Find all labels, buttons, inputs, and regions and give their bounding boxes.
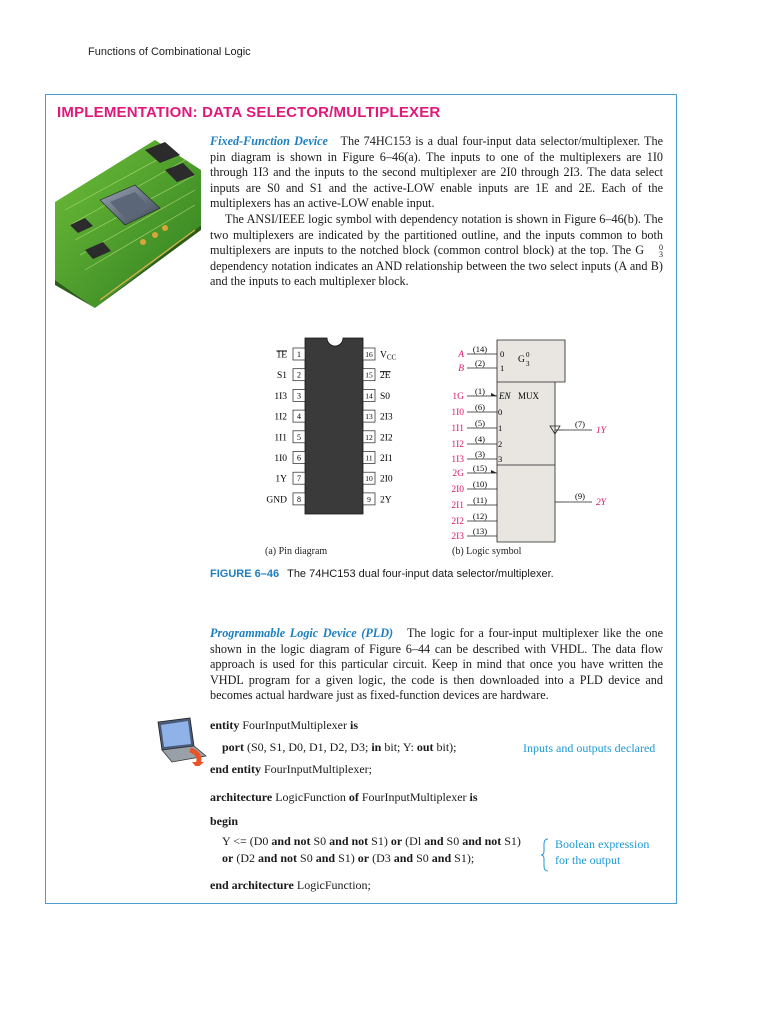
pin-number: (10) [472, 479, 488, 489]
control-label: 0 [500, 349, 505, 359]
code-line-6: Y <= (D0 and not S0 and not S1) or (Dl and S0 and not S1) [222, 834, 521, 848]
mux-data-label: 3 [498, 454, 503, 464]
io-note: Inputs and outputs declared [523, 741, 656, 755]
control-label: 1 [500, 363, 505, 373]
select-input-label: B [458, 364, 464, 374]
mux2-input-label: 2I0 [451, 485, 464, 495]
pin-label: 1E [276, 350, 287, 361]
pin-label: 1I0 [274, 454, 287, 464]
code-line-5: begin [210, 814, 239, 828]
g-sub: 3 [526, 360, 530, 368]
pin-number: (7) [575, 419, 585, 429]
circuit-board-photo [55, 130, 201, 308]
pin-number: 6 [297, 453, 301, 463]
mux-data-label: 0 [498, 407, 503, 417]
pld-text: The logic for a four-input multiplexer like the one shown in the logic diagram of Figure 6–44 can be described with VHDL. The data flow approach is used for this particular circuit. Keep in mind that once you have written the VHDL program for a given logic, the code is then downloaded into a PLD device and becomes actual hardware just as fixed-function devices are hardware. [210, 626, 664, 703]
pin-number: 11 [365, 453, 373, 463]
pin-label: 2I2 [380, 433, 393, 444]
logic-symbol [440, 334, 630, 546]
ansi-paragraph [210, 212, 663, 290]
pin-label: 1Y [275, 474, 287, 485]
bool-note-line-1: Boolean expression [555, 837, 650, 851]
mux1-input-label: 1G [452, 392, 464, 402]
pin-diagram [255, 334, 415, 524]
brace-icon [540, 838, 552, 872]
mux1-input-label: 1I0 [451, 408, 464, 418]
pin-number: (1) [475, 386, 485, 396]
pin-number: (6) [475, 402, 485, 412]
pin-number: (3) [475, 449, 485, 459]
pin-number: 15 [365, 370, 373, 380]
box-title: IMPLEMENTATION: DATA SELECTOR/MULTIPLEXER [57, 104, 441, 121]
pin-number: (15) [472, 463, 488, 473]
code-line-1: entity FourInputMultiplexer is [210, 718, 358, 732]
code-line-4: architecture LogicFunction of FourInputMultiplexer is [210, 790, 478, 804]
figure-caption [210, 568, 554, 580]
mux2-input-label: 2G [452, 469, 464, 479]
pin-label: 2Y [380, 495, 392, 506]
pld-paragraph [210, 626, 663, 704]
pin-label: $V_{CC}$ [380, 350, 397, 362]
ansi-text-b: dependency notation indicates an AND relationship between the two select inputs (A and B) and the inputs to each multiplexer block. [210, 258, 663, 289]
running-head: Functions of Combinational Logic [88, 46, 251, 58]
mux2-output-label: 2Y [596, 498, 607, 508]
mux1-output-label: 1Y [596, 426, 607, 436]
symbol-outline [497, 340, 565, 542]
pin-label: 2I1 [380, 454, 393, 464]
pin-number: 4 [297, 412, 301, 422]
fixed-function-text: The 74HC153 is a dual four-input data selector/multiplexer. The pin diagram is shown in Figure 6–46(a). The inputs to one of the multiplexers are 1I0 through 1I3 and the inputs to the second multiplexer are 2I0 through 2I3. The data select inputs are S0 and S1 and the active-LOW enable inputs are 1E and 2E. Each of the multiplexers has an active-LOW enable input. [210, 134, 664, 211]
g-dependency-label: G [518, 355, 525, 365]
pin-number: (4) [475, 434, 485, 444]
pin-number: 3 [297, 391, 301, 401]
laptop-download-icon [150, 716, 210, 766]
logic-symbol-caption: (b) Logic symbol [452, 546, 522, 557]
fixed-function-paragraph [210, 134, 663, 212]
mux2-input-label: 2I3 [451, 532, 464, 542]
pin-number: 13 [365, 412, 373, 422]
pin-number: (5) [475, 418, 485, 428]
pin-number: 5 [297, 432, 301, 442]
pin-number: 8 [297, 494, 301, 504]
ic-body [305, 338, 363, 514]
code-line-7: or (D2 and not S0 and S1) or (D3 and S0 and S1); [222, 851, 475, 865]
mux-data-label: 2 [498, 439, 503, 449]
code-line-3: end entity FourInputMultiplexer; [210, 762, 372, 776]
pin-label: 2I3 [380, 412, 393, 423]
pin-number: 10 [365, 474, 373, 484]
code-line-2: port (S0, S1, D0, D1, D2, D3; in bit; Y: out bit); [222, 740, 457, 754]
pin-label: 1I1 [274, 433, 287, 444]
pin-number: 7 [297, 474, 301, 484]
pin-label: S0 [380, 391, 391, 402]
pin-label: 2E [380, 371, 391, 382]
pin-number: (2) [475, 358, 485, 368]
pin-number: 16 [365, 350, 373, 359]
pin-label: 1I2 [274, 412, 287, 423]
mux-label: MUX [518, 391, 540, 401]
pin-number: 1 [297, 350, 301, 359]
figure-caption-text: The 74HC153 dual four-input data selector/multiplexer. [287, 568, 554, 580]
mux2-input-label: 2I1 [451, 501, 464, 511]
pin-number: (14) [472, 344, 488, 354]
runin-pld: Programmable Logic Device (PLD) [210, 626, 394, 640]
pin-number: 14 [365, 391, 373, 401]
bool-note-line-2: for the output [555, 853, 621, 867]
figure-label: FIGURE 6–46 [210, 568, 280, 580]
pin-diagram-caption: (a) Pin diagram [265, 546, 328, 557]
pin-number: (12) [472, 511, 488, 521]
g-sup: 0 [526, 351, 530, 359]
pin-number: 2 [297, 370, 301, 380]
select-input-label: A [458, 350, 464, 360]
pin-label: 1I3 [274, 391, 287, 402]
mux1-input-label: 1I2 [451, 440, 464, 450]
pin-number: (13) [472, 526, 488, 536]
ansi-text-a: The ANSI/IEEE logic symbol with dependency notation is shown in Figure 6–46(b). The two multiplexers are indicated by the partitioned outline, and the inputs common to both multiplexers are inputs to the notched block (common control block) at the top. The [210, 212, 663, 258]
pin-label: 2I0 [380, 474, 393, 485]
en-label: EN [499, 391, 511, 401]
code-line-8: end architecture LogicFunction; [210, 878, 371, 892]
mux-data-label: 1 [498, 423, 503, 433]
pin-number: 12 [365, 432, 373, 442]
pin-number: 9 [367, 494, 371, 504]
mux1-input-label: 1I3 [451, 455, 464, 465]
pin-label: S1 [276, 371, 287, 382]
mux1-input-label: 1I1 [451, 424, 464, 434]
pin-number: (11) [473, 495, 487, 505]
runin-fixed-function: Fixed-Function Device [210, 134, 328, 148]
pin-number: (9) [575, 491, 585, 501]
pin-label: GND [266, 495, 287, 506]
g-notation: G 0 3 [635, 243, 663, 260]
mux2-input-label: 2I2 [451, 517, 464, 527]
